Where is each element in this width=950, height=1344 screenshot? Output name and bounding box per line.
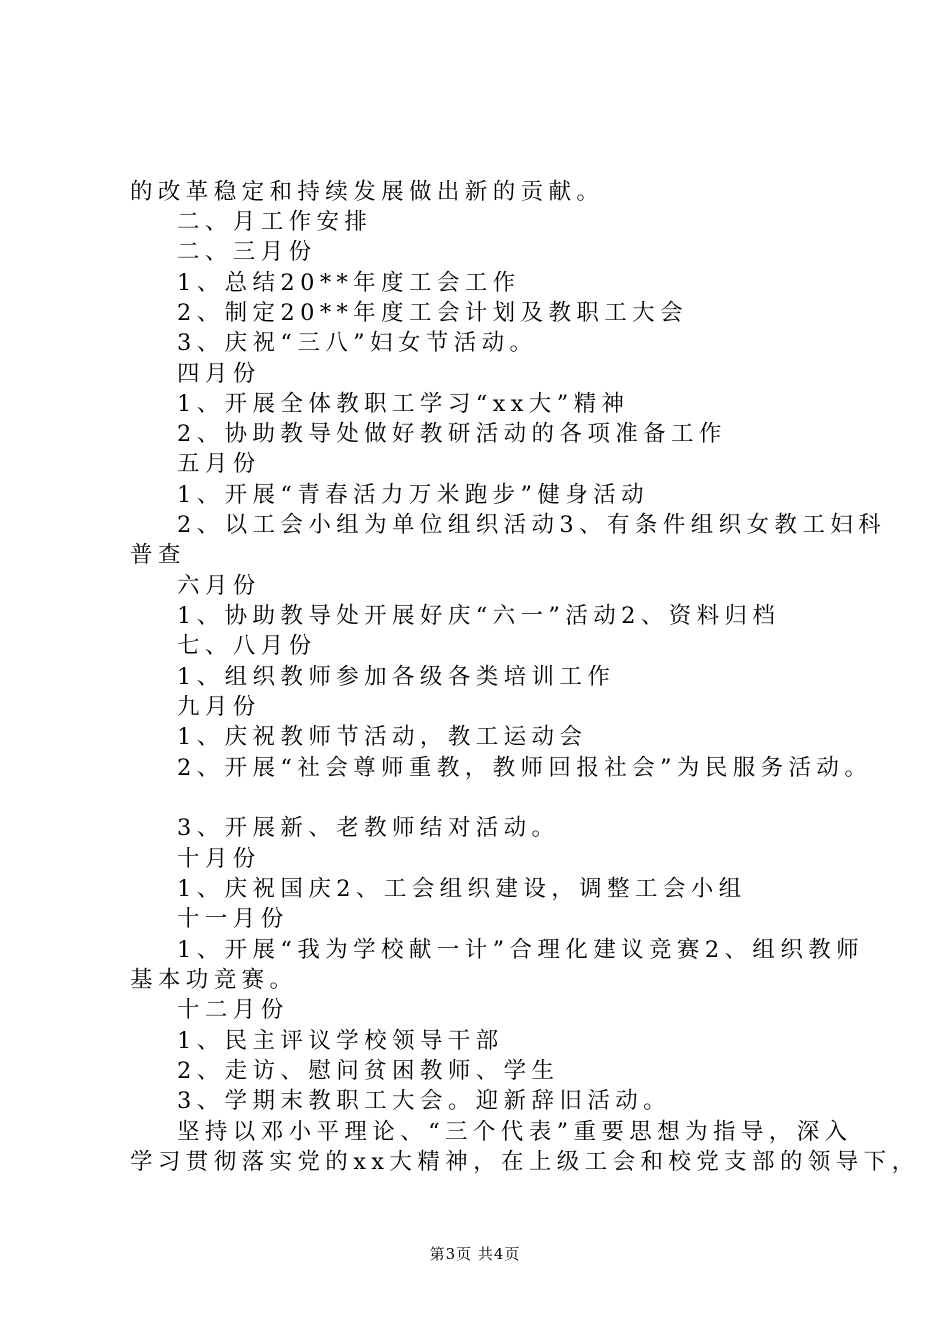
text-line: 1、庆祝国庆2、工会组织建设，调整工会小组	[177, 876, 747, 902]
text-line: 坚持以邓小平理论、“三个代表”重要思想为指导，深入	[177, 1119, 853, 1145]
text-line: 1、庆祝教师节活动，教工运动会	[177, 724, 588, 750]
text-line: 十月份	[177, 846, 261, 872]
text-line: 3、庆祝“三八”妇女节活动。	[177, 330, 538, 356]
text-line: 七、八月份	[177, 633, 317, 659]
text-line: 3、开展新、老教师结对活动。	[177, 815, 560, 841]
text-line: 1、开展全体教职工学习“xx大”精神	[177, 391, 630, 417]
text-line: 十二月份	[177, 997, 289, 1023]
text-line: 十一月份	[177, 906, 289, 932]
text-line: 3、学期末教职工大会。迎新辞旧活动。	[177, 1088, 672, 1114]
text-line: 1、民主评议学校领导干部	[177, 1028, 504, 1054]
text-line: 二、月工作安排	[177, 209, 373, 235]
text-line: 1、组织教师参加各级各类培训工作	[177, 664, 616, 690]
text-line: 1、协助教导处开展好庆“六一”活动2、资料归档	[177, 603, 781, 629]
text-line: 普查	[130, 542, 186, 568]
text-line: 2、走访、慰问贫困教师、学生	[177, 1058, 560, 1084]
text-line: 九月份	[177, 694, 261, 720]
text-line: 1、开展“我为学校献一计”合理化建议竞赛2、组织教师	[177, 937, 865, 963]
text-line: 2、协助教导处做好教研活动的各项准备工作	[177, 421, 727, 447]
text-line: 基本功竞赛。	[130, 967, 298, 993]
text-line: 1、总结20**年度工会工作	[177, 270, 521, 296]
text-line: 2、以工会小组为单位组织活动3、有条件组织女教工妇科	[177, 512, 887, 538]
text-line: 的改革稳定和持续发展做出新的贡献。	[130, 179, 605, 205]
text-line: 二、三月份	[177, 239, 317, 265]
page-number-footer: 第3页 共4页	[429, 1245, 521, 1263]
text-line: 六月份	[177, 573, 261, 599]
text-line: 四月份	[177, 361, 261, 387]
text-line: 1、开展“青春活力万米跑步”健身活动	[177, 482, 650, 508]
text-line: 2、开展“社会尊师重教，教师回报社会”为民服务活动。	[177, 755, 873, 781]
text-line: 学习贯彻落实党的xx大精神，在上级工会和校党支部的领导下，	[130, 1149, 920, 1175]
text-line: 五月份	[177, 451, 261, 477]
text-line: 2、制定20**年度工会计划及教职工大会	[177, 300, 688, 326]
